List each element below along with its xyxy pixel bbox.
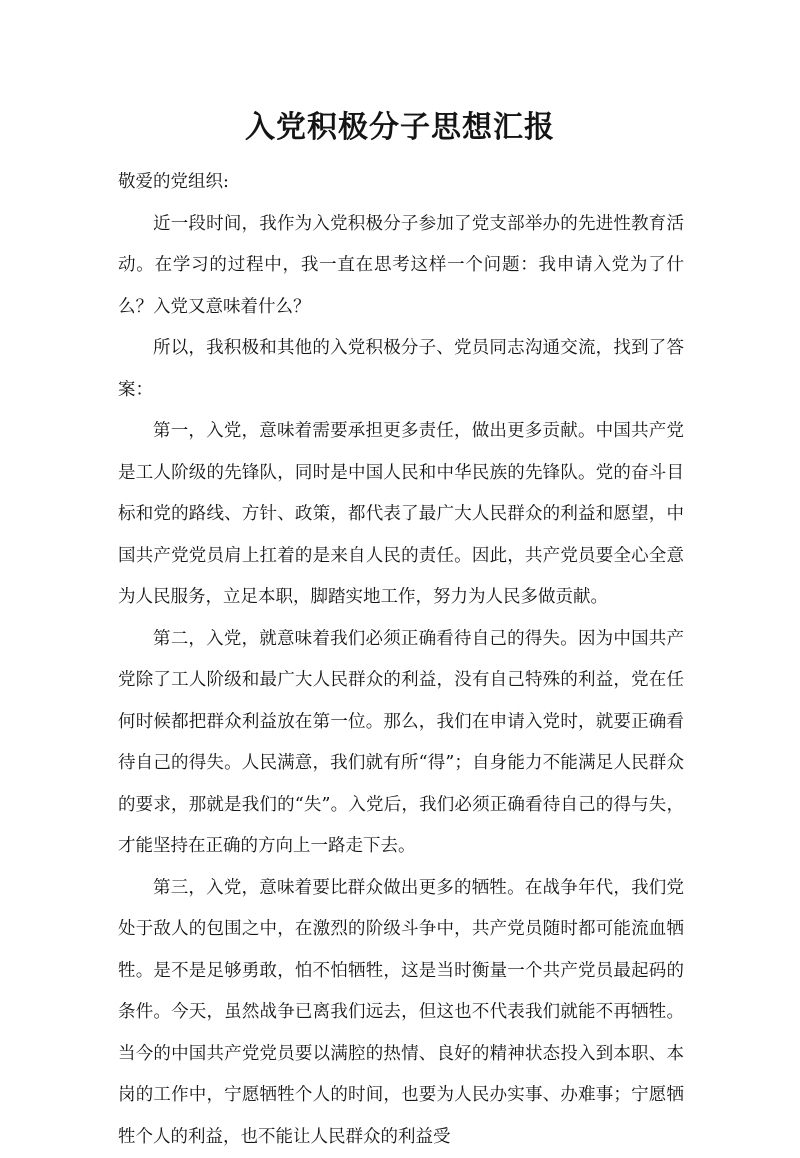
paragraph-intro: 近一段时间，我作为入党积极分子参加了党支部举办的先进性教育活动。在学习的过程中，我一直在思考这样一个问题：我申请入党为了什么？入党又意味着什么？ bbox=[118, 204, 684, 329]
paragraph-third: 第三，入党，意味着要比群众做出更多的牺牲。在战争年代，我们党处于敌人的包围之中，在激烈的阶级斗争中，共产党员随时都可能流血牺牲。是不是足够勇敢，怕不怕牺牲，这是当时衡量一个共产党员最起码的条件。今天，虽然战争已离我们远去，但这也不代表我们就能不再牺牲。当今的中国共产党党员要以满腔的热情、良好的精神状态投入到本职、本岗的工作中，宁愿牺牲个人的时间，也要为人民办实事、办难事；宁愿牺牲个人的利益，也不能让人民群众的利益受 bbox=[118, 868, 684, 1158]
paragraph-second: 第二，入党，就意味着我们必须正确看待自己的得失。因为中国共产党除了工人阶级和最广大人民群众的利益，没有自己特殊的利益，党在任何时候都把群众利益放在第一位。那么，我们在申请入党时，就要正确看待自己的得失。人民满意，我们就有所“得”；自身能力不能满足人民群众的要求，那就是我们的“失”。入党后，我们必须正确看待自己的得与失，才能坚持在正确的方向上一路走下去。 bbox=[118, 619, 684, 868]
document-body bbox=[118, 162, 684, 1158]
paragraph-answer: 所以，我积极和其他的入党积极分子、党员同志沟通交流，找到了答案： bbox=[118, 328, 684, 411]
salutation: 敬爱的党组织: bbox=[118, 162, 684, 204]
document-title: 入党积极分子思想汇报 bbox=[0, 103, 800, 153]
paragraph-first: 第一，入党，意味着需要承担更多责任，做出更多贡献。中国共产党是工人阶级的先锋队，同时是中国人民和中华民族的先锋队。党的奋斗目标和党的路线、方针、政策，都代表了最广大人民群众的利益和愿望，中国共产党党员肩上扛着的是来自人民的责任。因此，共产党员要全心全意为人民服务，立足本职，脚踏实地工作，努力为人民多做贡献。 bbox=[118, 411, 684, 619]
